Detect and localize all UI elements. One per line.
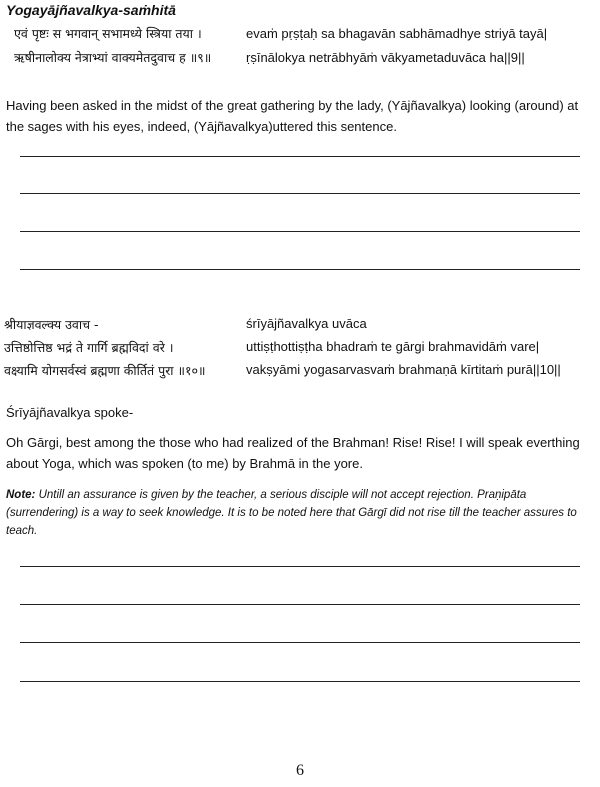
writing-line bbox=[20, 642, 580, 643]
verse9-line2-sanskrit: ऋषीनालोक्य नेत्राभ्यां वाक्यमेतदुवाच ह ॥९॥ bbox=[14, 50, 212, 65]
writing-line bbox=[20, 566, 580, 567]
note-text: Untill an assurance is given by the teacher, a serious disciple will not accept rejection. Praṇipāta (surrendering) is a way to seek knowledge. It is to be noted here that Gārgī did not rise till the teacher assures to teach. bbox=[6, 489, 577, 537]
verse10-line2-translit: uttiṣṭhottiṣṭha bhadraṁ te gārgi brahmavidāṁ vare| bbox=[246, 339, 540, 354]
writing-line bbox=[20, 604, 580, 605]
page-number: 6 bbox=[296, 762, 304, 779]
verse10-line2-sanskrit: उत्तिष्ठोत्तिष्ठ भद्रं ते गार्गि ब्रह्मविदां वरे । bbox=[4, 340, 174, 355]
verse10-line1-translit: śrīyājñavalkya uvāca bbox=[246, 316, 367, 331]
verse9-line2-translit: ṛṣīnālokya netrābhyāṁ vākyametaduvāca ha||9|| bbox=[246, 50, 525, 65]
writing-line bbox=[20, 269, 580, 270]
note-paragraph bbox=[6, 486, 594, 540]
translation-verse9: Having been asked in the midst of the great gathering by the lady, (Yājñavalkya) looking (around) at the sages with his eyes, indeed, (Yājñavalkya)uttered this sentence. bbox=[6, 98, 579, 134]
verse10-line1-sanskrit: श्रीयाज्ञवल्क्य उवाच - bbox=[4, 317, 99, 332]
section-heading: Yogayājñavalkya-saṁhitā bbox=[6, 2, 176, 18]
translation-verse10: Oh Gārgi, best among the those who had realized of the Brahman! Rise! Rise! I will speak everthing about Yoga, which was spoken (to me) by Brahmā in the yore. bbox=[6, 435, 580, 471]
writing-line bbox=[20, 156, 580, 157]
writing-line bbox=[20, 681, 580, 682]
writing-line bbox=[20, 231, 580, 232]
writing-line bbox=[20, 193, 580, 194]
verse9-line1-translit: evaṁ pṛṣṭaḥ sa bhagavān sabhāmadhye striyā tayā| bbox=[246, 26, 548, 41]
verse10-line3-translit: vakṣyāmi yogasarvasvaṁ brahmaṇā kīrtitaṁ purā||10|| bbox=[246, 362, 561, 377]
speaker-line: Śrīyājñavalkya spoke- bbox=[6, 405, 134, 420]
verse9-line1-sanskrit: एवं पृष्टः स भगवान् सभामध्ये स्त्रिया तया । bbox=[14, 26, 202, 41]
verse10-line3-sanskrit: वक्ष्यामि योगसर्वस्वं ब्रह्मणा कीर्तितं पुरा ॥१०॥ bbox=[4, 363, 206, 378]
note-label: Note: bbox=[6, 489, 36, 501]
